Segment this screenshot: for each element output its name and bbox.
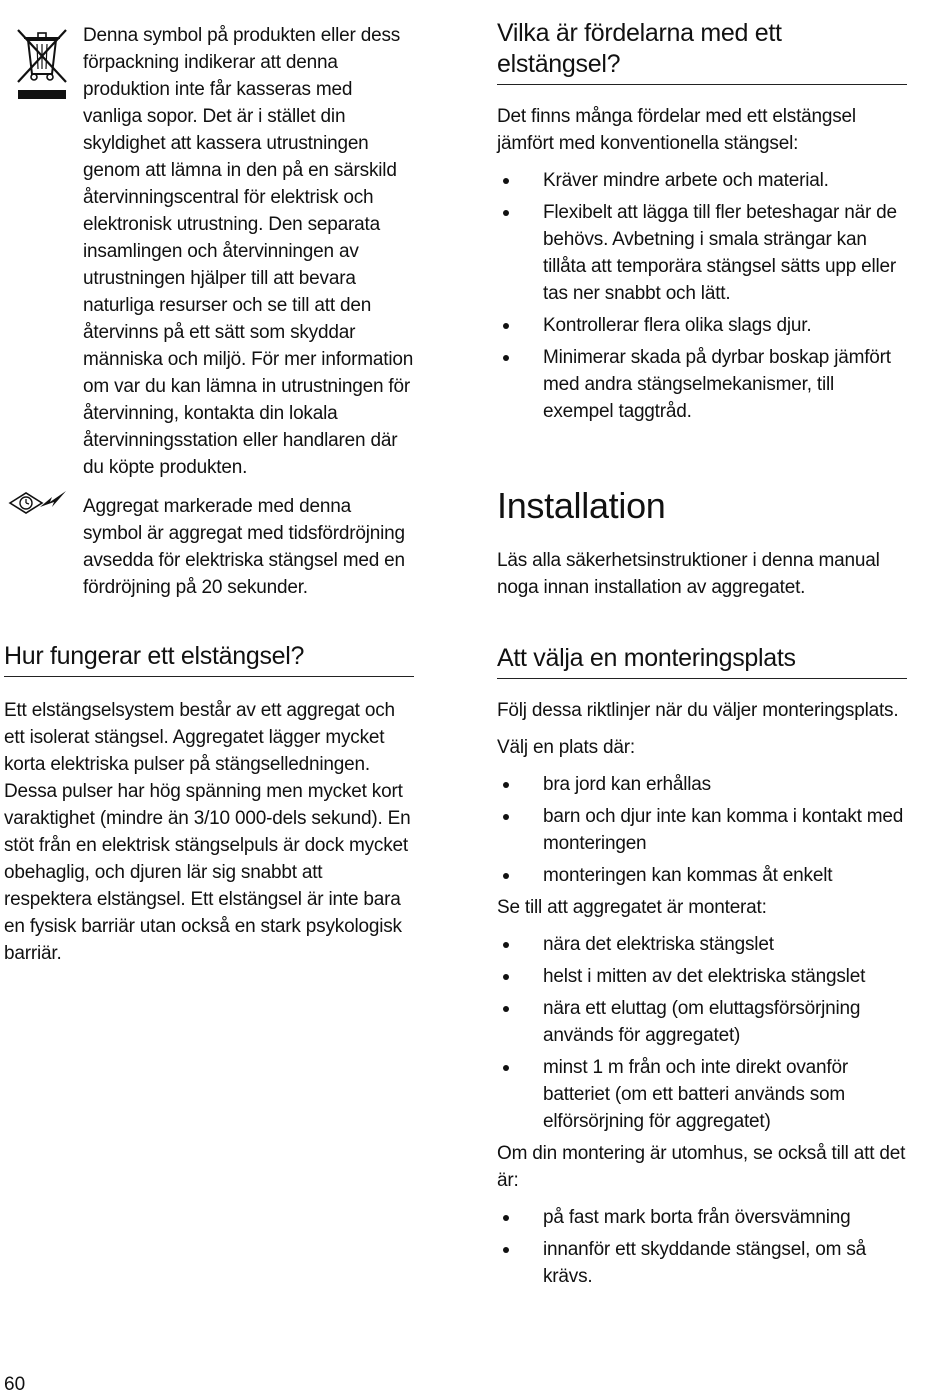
list-item: minst 1 m från och inte direkt ovanför batteriet (om ett batteri används som elförsörjning för aggregatet) <box>497 1054 907 1135</box>
crossed-out-wheelie-bin-icon <box>10 24 74 104</box>
installation-text: Läs alla säkerhetsinstruktioner i denna manual noga innan installation av aggregatet. <box>497 550 880 598</box>
list-item: nära det elektriska stängslet <box>497 931 907 958</box>
list-item: monteringen kan kommas åt enkelt <box>497 862 907 889</box>
list-item: Kräver mindre arbete och material. <box>497 167 907 194</box>
list-item: Minimerar skada på dyrbar boskap jämfört med andra stängselmekanismer, till exempel taggtråd. <box>497 344 907 425</box>
list-item: helst i mitten av det elektriska stängslet <box>497 963 907 990</box>
choose-label: Välj en plats där: <box>497 737 635 758</box>
advantages-list <box>497 167 907 425</box>
outdoor-label: Om din montering är utomhus, se också till att det är: <box>497 1143 906 1191</box>
mounting-heading: Att välja en monteringsplats <box>497 643 907 679</box>
ensure-list <box>497 931 907 1135</box>
how-it-works-text: Ett elstängselsystem består av ett aggregat och ett isolerat stängsel. Aggregatet lägger mycket korta elektriska pulser på stängselledningen. Dessa pulser har hög spänning men mycket kort varaktighet (mindre än 3/10 000-dels sekund). En stöt från en elektrisk stängselpuls är dock mycket obehaglig, och djuren lär sig snabbt att respektera elstängsel. Ett elstängsel är inte bara en fysisk barriär utan också en stark psykologisk barriär. <box>4 700 411 964</box>
weee-text: Denna symbol på produkten eller dess förpackning indikerar att denna produktion inte får kasseras med vanliga sopor. Det är i stället din skyldighet att kassera utrustningen genom att lämna in den på en särskild återvinningscentral för elektrisk och elektronisk utrustning. Den separata insamlingen och återvinningen av utrustningen hjälper till att bevara naturliga resurser och se till att den återvinns på ett sätt som skyddar människa och miljö. För mer information om var du kan lämna in utrustningen för återvinning, kontakta din lokala återvinningsstation eller handlaren där du köpte produkten. <box>83 25 414 478</box>
delay-text: Aggregat markerade med denna symbol är aggregat med tidsfördröjning avsedda för elektriska stängsel med en fördröjning på 20 sekunder. <box>83 496 405 598</box>
list-item: Flexibelt att lägga till fler beteshagar när de behövs. Avbetning i smala strängar kan tillåta att temporära stängsel sätts upp eller tas ner snabbt och lätt. <box>497 199 907 307</box>
installation-heading: Installation <box>497 485 666 526</box>
choose-list <box>497 771 907 889</box>
advantages-heading: Vilka är fördelarna med ett elstängsel? <box>497 18 907 85</box>
delay-notice <box>4 493 414 601</box>
how-it-works-heading: Hur fungerar ett elstängsel? <box>4 641 414 677</box>
list-item: innanför ett skyddande stängsel, om så krävs. <box>497 1236 907 1290</box>
right-column <box>497 18 907 1295</box>
ensure-label: Se till att aggregatet är monterat: <box>497 897 767 918</box>
left-column <box>4 22 414 967</box>
advantages-intro: Det finns många fördelar med ett elstängsel jämfört med konventionella stängsel: <box>497 106 856 154</box>
outdoor-list <box>497 1204 907 1290</box>
list-item: bra jord kan erhållas <box>497 771 907 798</box>
page-number: 60 <box>4 1374 26 1395</box>
mounting-intro: Följ dessa riktlinjer när du väljer monteringsplats. <box>497 700 899 721</box>
list-item: barn och djur inte kan komma i kontakt med monteringen <box>497 803 907 857</box>
weee-notice <box>4 22 414 481</box>
timer-lightning-icon <box>6 483 70 523</box>
list-item: nära ett eluttag (om eluttagsförsörjning används för aggregatet) <box>497 995 907 1049</box>
list-item: på fast mark borta från översvämning <box>497 1204 907 1231</box>
list-item: Kontrollerar flera olika slags djur. <box>497 312 907 339</box>
